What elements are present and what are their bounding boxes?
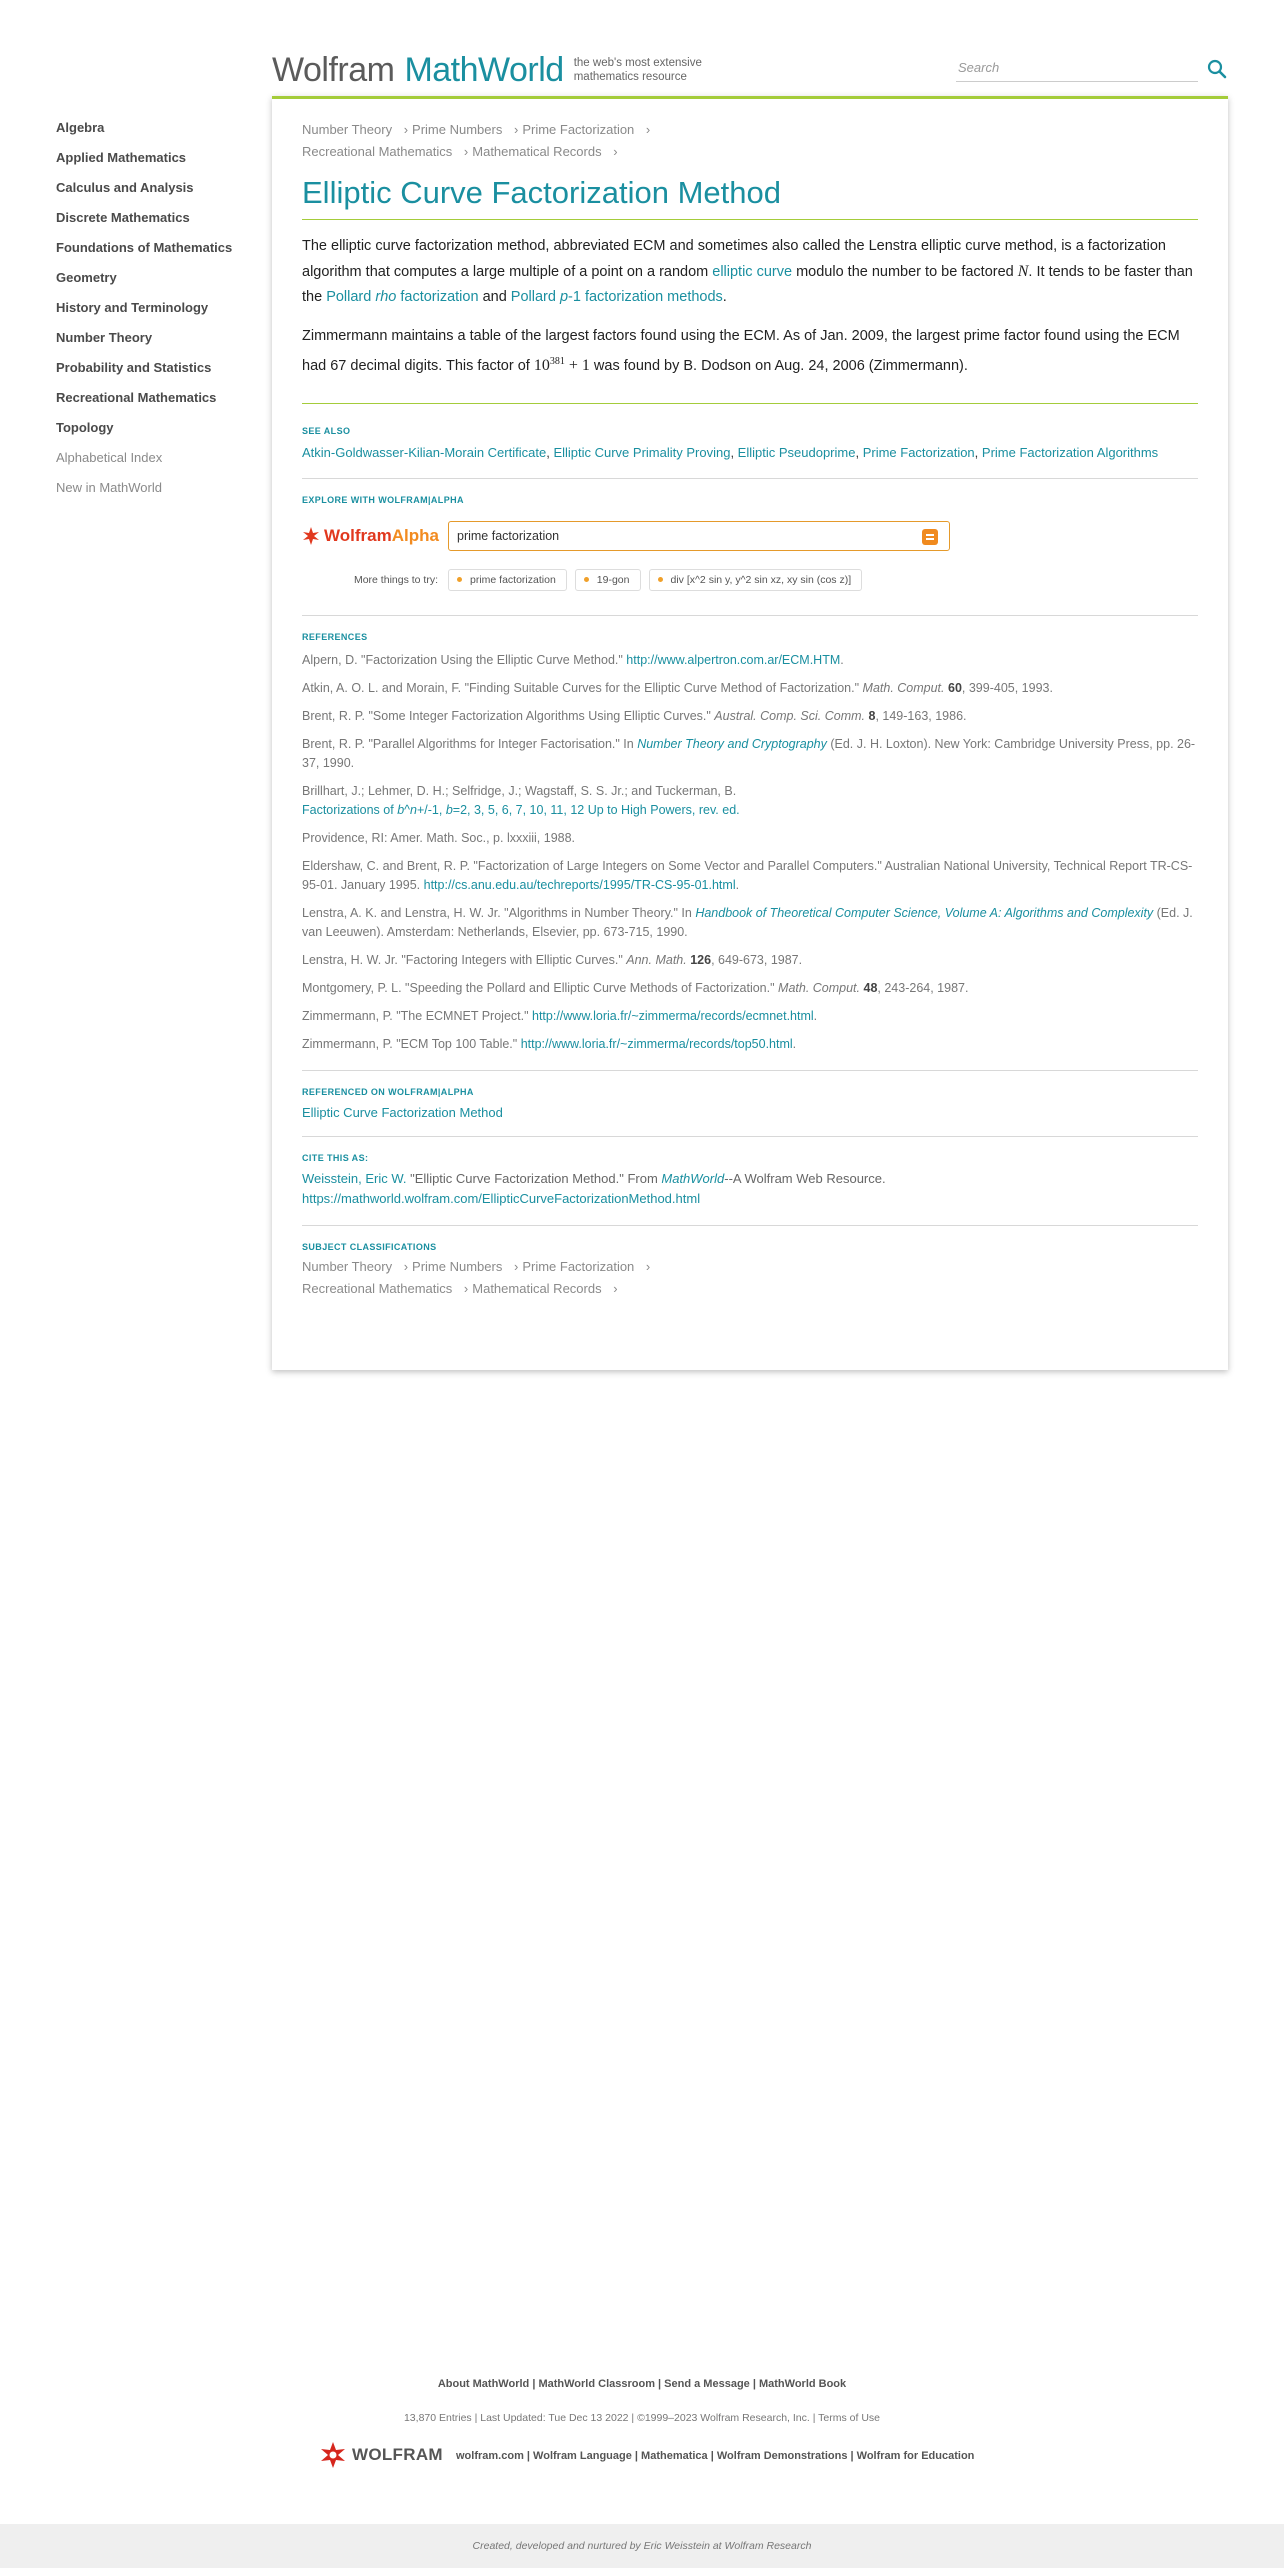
ref-link[interactable]: http://cs.anu.edu.au/techreports/1995/TR-CS-95-01.html [423,877,736,892]
reference-item [302,1007,1198,1026]
ref-text: Lenstra, A. K. and Lenstra, H. W. Jr. "Algorithms in Number Theory." In [302,905,696,920]
see-also-separator: , [730,444,738,460]
ref-text: , 649-673, 1987. [711,952,803,967]
breadcrumb-separator: › [513,1258,519,1274]
ref-text: Brillhart, J.; Lehmer, D. H.; Selfridge, J.; Wagstaff, S. S. Jr.; and Tuckerman, B. [302,783,737,798]
link-part: Pollard [326,289,376,305]
bullet-icon [584,577,589,582]
cite-author-link[interactable]: Weisstein, Eric W. [302,1170,407,1186]
ref-link[interactable]: http://www.loria.fr/~zimmerma/records/ecmnet.html [532,1008,814,1023]
sidebar-item-topology[interactable]: Topology [56,420,114,435]
see-also-section [302,426,1198,464]
ref-text: . [840,652,844,667]
ref-book-link[interactable] [695,906,1153,920]
intro-text-4: and [478,289,511,305]
search-icon[interactable] [1206,58,1228,80]
mathworld-logo[interactable] [272,50,714,90]
reference-item [302,857,1198,895]
link-part-italic: b [445,802,453,817]
ref-volume: 8 [868,708,876,723]
footer-links[interactable]: About MathWorld | MathWorld Classroom | Send a Message | MathWorld Book [437,2378,847,2390]
ref-link[interactable]: http://www.alpertron.com.ar/ECM.HTM [626,652,841,667]
ref-volume: 60 [948,680,962,695]
ref-book-title: Number Theory and Cryptography [637,736,827,751]
ref-text: Zimmermann, P. "ECM Top 100 Table." [302,1036,521,1051]
logo-mathworld-text: MathWorld [404,50,564,89]
breadcrumb-separator: › [403,1258,409,1274]
cite-part: --A Wolfram Web Resource. [724,1170,886,1186]
reference-item [302,679,1198,698]
math-base: 10 [533,356,550,374]
subject-classification [302,1256,1198,1300]
ref-text: , 149-163, 1986. [875,708,967,723]
records-text-2: was found by B. Dodson on Aug. 24, 2006 (Zimmermann). [589,357,968,374]
link-part: Pollard [510,289,560,305]
see-also-links [302,442,1198,464]
see-also-link[interactable]: Prime Factorization [862,444,975,460]
paragraph-intro [302,234,1198,310]
sidebar-item-discrete-mathematics[interactable]: Discrete Mathematics [56,210,190,225]
section-divider [302,403,1198,404]
ref-journal: Ann. Math. [626,952,687,967]
wolfram-alpha-logo[interactable] [302,526,439,546]
ref-link[interactable]: http://www.loria.fr/~zimmerma/records/top50.html [520,1036,793,1051]
subject-prime-factorization[interactable]: Prime Factorization [522,1258,635,1274]
reference-item [302,1035,1198,1054]
footer-brand-row [0,2442,1284,2472]
try-chip[interactable] [575,569,641,591]
link-part-italic: n [410,802,417,817]
ref-text: , 243-264, 1987. [877,980,969,995]
bullet-icon [457,577,462,582]
ref-book-link[interactable] [637,737,827,751]
math-plus-one: + 1 [564,356,590,374]
see-also-separator: , [974,444,982,460]
paragraph-records [302,324,1198,379]
ref-text: Providence, RI: Amer. Math. Soc., p. lxxxiii, 1988. [302,830,576,845]
ref-journal: Math. Comput. [862,680,945,695]
cite-heading: CITE THIS AS: [302,1152,369,1163]
sidebar-item-recreational-mathematics[interactable]: Recreational Mathematics [56,390,217,405]
link-part-italic: b [397,802,405,817]
site-header [272,44,1228,96]
sidebar-item-number-theory[interactable]: Number Theory [56,330,153,345]
wa-logo-word2: Alpha [391,525,439,545]
cite-mathworld-link[interactable] [661,1171,724,1186]
math-exponent: 381 [549,356,565,367]
ref-journal: Austral. Comp. Sci. Comm. [714,708,866,723]
subject-mathematical-records[interactable]: Mathematical Records [472,1280,602,1296]
breadcrumb-mathematical-records[interactable]: Mathematical Records [472,144,602,159]
explore-heading: EXPLORE WITH WOLFRAM|ALPHA [302,494,464,505]
cite-section [302,1153,1198,1209]
wolfram-alpha-row [302,519,1198,559]
reference-item [302,735,1198,773]
link-part-italic: rho [375,289,397,305]
article-content [302,119,1198,1300]
see-also-link[interactable]: Elliptic Curve Primality Proving [553,444,731,460]
wolfram-spikey-icon [320,2442,346,2468]
article-card [272,96,1228,1370]
section-divider [302,615,1198,616]
try-chip-label: div [x^2 sin y, y^2 sin xz, xy sin (cos z)] [670,573,852,586]
sidebar-item-new-in-mathworld[interactable]: New in MathWorld [56,480,162,495]
try-chip-label: prime factorization [470,573,556,586]
see-also-link[interactable]: Elliptic Pseudoprime [737,444,856,460]
section-divider [302,1070,1198,1071]
sidebar-item-alphabetical-index[interactable]: Alphabetical Index [56,450,163,465]
breadcrumb-separator: › [613,144,618,159]
wa-logo-word1: Wolfram [324,525,392,545]
sidebar-item-probability-and-statistics[interactable]: Probability and Statistics [56,360,212,375]
subject-heading: SUBJECT CLASSIFICATIONS [302,1241,437,1252]
breadcrumb-separator: › [463,1280,469,1296]
link-pollard-rho[interactable] [326,289,478,305]
try-chip-label: 19-gon [596,573,630,586]
intro-text-5: . [722,289,727,305]
link-part: factorization [396,289,479,305]
wa-submit-icon[interactable] [922,529,938,545]
link-part: ^ [404,802,411,817]
try-chip[interactable] [649,569,863,591]
ref-text: . [735,877,740,892]
section-divider [302,1225,1198,1226]
ref-text: Montgomery, P. L. "Speeding the Pollard and Elliptic Curve Methods of Factorization." [302,980,779,995]
records-text-1: Zimmermann maintains a table of the largest factors found using the ECM. As of Jan. 2009, the largest prime factor found using the ECM had 67 decimal digits. This factor of [302,328,1180,374]
references-heading: REFERENCES [302,631,368,642]
sidebar-item-algebra[interactable]: Algebra [56,120,105,135]
cite-mathworld-text: MathWorld [661,1170,725,1186]
intro-text-1: The elliptic curve factorization method, abbreviated ECM and sometimes also called the Lenstra elliptic curve method, is a factorization algorithm that computes a large multiple of a point on a random [302,238,1166,280]
intro-text-2: modulo the number to be factored [792,264,1018,280]
reference-item [302,651,1198,670]
see-also-separator: , [546,444,554,460]
intro-text-3: . It tends to be faster than the [302,264,1193,305]
ref-text: (Ed. J. van Leeuwen). Amsterdam: Netherlands, Elsevier, pp. 673-715, 1990. [302,905,1193,939]
sidebar-item-applied-mathematics[interactable]: Applied Mathematics [56,150,187,165]
reference-item [302,904,1198,942]
breadcrumb-separator: › [645,122,651,137]
ref-text: Lenstra, H. W. Jr. "Factoring Integers with Elliptic Curves." [302,952,627,967]
breadcrumb-recreational-mathematics[interactable]: Recreational Mathematics [302,144,453,159]
ref-text: . [792,1036,797,1051]
ref-text: Eldershaw, C. and Brent, R. P. "Factorization of Large Integers on Some Vector and Parallel Computers." Australian National University, Technical Report TR-CS-95-01. January 1995. [302,858,1193,892]
search-box [956,54,1228,84]
breadcrumb-separator: › [513,122,519,137]
try-chip[interactable] [448,569,567,591]
ref-text: Brent, R. P. "Some Integer Factorization Algorithms Using Elliptic Curves." [302,708,715,723]
reference-item [302,951,1198,970]
search-input[interactable] [956,54,1198,82]
sidebar-item-calculus-and-analysis[interactable]: Calculus and Analysis [56,180,194,195]
reference-item [302,707,1198,726]
ref-text: Brent, R. P. "Parallel Algorithms for Integer Factorisation." In [302,736,638,751]
breadcrumb-separator: › [613,1280,618,1296]
ref-volume: 48 [863,980,878,995]
logo-wolfram-text: Wolfram [272,50,395,89]
page-title: Elliptic Curve Factorization Method [302,175,1198,220]
subject-recreational-mathematics[interactable]: Recreational Mathematics [302,1280,453,1296]
wolfram-spikey-icon [302,527,320,545]
link-part: -1 factorization methods [568,289,723,305]
wolfram-brand-text: WOLFRAM [352,2445,443,2464]
breadcrumb [302,119,1198,163]
see-also-link[interactable]: Prime Factorization Algorithms [981,444,1159,460]
ref-text: Zimmermann, P. "The ECMNET Project." [302,1008,532,1023]
breadcrumb-number-theory[interactable]: Number Theory [302,122,393,137]
ref-text: Atkin, A. O. L. and Morain, F. "Finding Suitable Curves for the Elliptic Curve Method of Factorization." [302,680,863,695]
more-things-label: More things to try: [353,573,438,586]
ref-journal: Math. Comput. [778,980,861,995]
references-section [302,632,1198,1054]
section-divider [302,1136,1198,1137]
ref-link[interactable] [302,803,740,817]
reference-item [302,782,1198,820]
credit-bar [0,2524,1284,2568]
breadcrumb-prime-factorization[interactable]: Prime Factorization [522,122,635,137]
subject-number-theory[interactable]: Number Theory [302,1258,393,1274]
more-things-to-try [302,565,1198,595]
section-divider [302,478,1198,479]
footer-meta: 13,870 Entries | Last Updated: Tue Dec 13 2022 | ©1999–2023 Wolfram Research, Inc. | Terms of Use [403,2412,881,2424]
math-var-n: N [1017,263,1029,280]
breadcrumb-separator: › [463,144,469,159]
link-part: +/-1, [416,802,446,817]
topic-sidebar [56,116,266,506]
link-part: =2, 3, 5, 6, 7, 10, 11, 12 Up to High Powers, rev. ed. [452,802,740,817]
cite-text [302,1169,1198,1209]
subject-prime-numbers[interactable]: Prime Numbers [412,1258,503,1274]
see-also-heading: SEE ALSO [302,425,351,436]
wolfram-alpha-input[interactable] [457,522,907,550]
referenced-on-section [302,1087,1198,1120]
sidebar-item-foundations-of-mathematics[interactable]: Foundations of Mathematics [56,240,233,255]
wolfram-brand-logo[interactable] [320,2442,443,2468]
sidebar-item-history-and-terminology[interactable]: History and Terminology [56,300,209,315]
breadcrumb-prime-numbers[interactable]: Prime Numbers [412,122,503,137]
ref-text: . [813,1008,818,1023]
see-also-link[interactable]: Atkin-Goldwasser-Kilian-Morain Certificate [302,444,547,460]
credit-text: Created, developed and nurtured by Eric Weisstein at Wolfram Research [472,2540,812,2552]
explore-section [302,495,1198,595]
link-part-italic: p [559,289,569,305]
see-also-separator: , [855,444,863,460]
cite-url-link[interactable]: https://mathworld.wolfram.com/EllipticCurveFactorizationMethod.html [302,1190,701,1206]
ref-volume: 126 [690,952,712,967]
referenced-on-heading: REFERENCED ON WOLFRAM|ALPHA [302,1086,474,1097]
subject-section [302,1242,1198,1300]
reference-item [302,829,1198,848]
sidebar-item-geometry[interactable]: Geometry [56,270,117,285]
breadcrumb-separator: › [403,122,409,137]
wolfram-alpha-query-box [448,521,950,551]
ref-text: Alpern, D. "Factorization Using the Elliptic Curve Method." [302,652,627,667]
ref-text: , 399-405, 1993. [961,680,1053,695]
link-elliptic-curve[interactable]: elliptic curve [712,264,793,280]
link-pollard-p-1[interactable] [511,289,723,305]
footer-brand-links[interactable]: wolfram.com | Wolfram Language | Mathematica | Wolfram Demonstrations | Wolfram for Education [456,2450,975,2462]
referenced-on-link[interactable]: Elliptic Curve Factorization Method [302,1104,503,1120]
link-part: Factorizations of [302,802,398,817]
ref-book-title: Handbook of Theoretical Computer Science, Volume A: Algorithms and Complexity [695,905,1154,920]
cite-part: "Elliptic Curve Factorization Method." From [406,1170,662,1186]
logo-tagline: the web's most extensive mathematics resource [573,57,702,83]
breadcrumb-separator: › [645,1258,651,1274]
bullet-icon [658,577,663,582]
ref-text: (Ed. J. H. Loxton). New York: Cambridge University Press, pp. 26-37, 1990. [302,736,1196,770]
site-footer [0,2378,1284,2472]
reference-item [302,979,1198,998]
